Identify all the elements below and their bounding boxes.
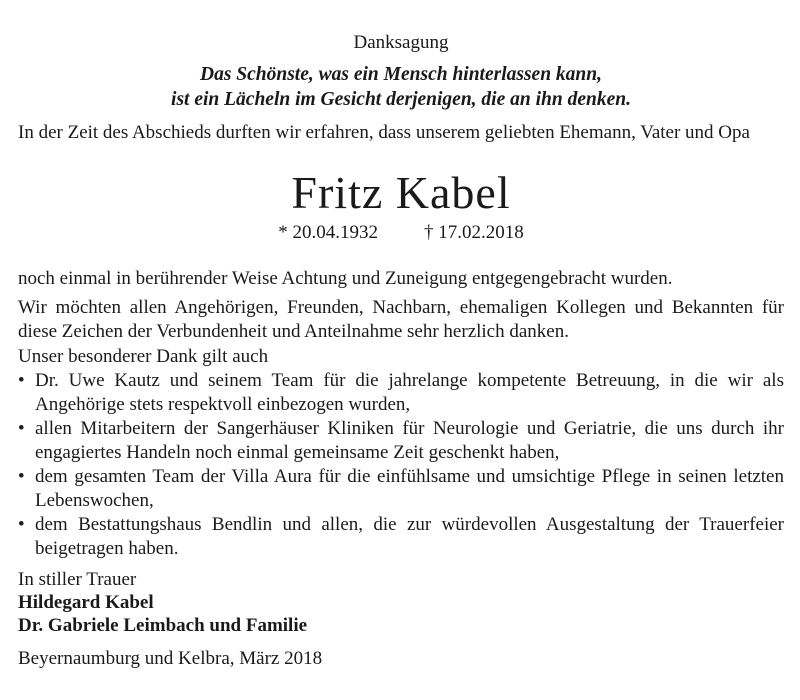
bullet-icon: • <box>18 514 25 535</box>
mourner-name: Dr. Gabriele Leimbach und Familie <box>18 615 308 636</box>
list-item <box>18 369 784 417</box>
closing-phrase: In stiller Trauer <box>18 569 137 590</box>
paragraph-2: Wir möchten allen Angehörigen, Freunden, Nachbarn, ehemaligen Kollegen und Bekannten für diese Zeichen der Verbundenheit und Anteilnahme sehr herzlich danken. <box>18 297 784 342</box>
bullet-icon: • <box>18 418 25 439</box>
death-date: † 17.02.2018 <box>424 222 524 243</box>
life-dates <box>18 222 784 244</box>
quote-line-2: ist ein Lächeln im Gesicht derjenigen, die an ihn denken. <box>171 89 631 110</box>
intro-text: In der Zeit des Abschieds durften wir erfahren, dass unserem geliebten Ehemann, Vater und Opa <box>18 122 750 143</box>
list-item-text: dem gesamten Team der Villa Aura für die einfühlsame und umsichtige Pflege in seinen letzten Lebenswochen, <box>35 466 784 511</box>
heading: Danksagung <box>353 32 449 53</box>
list-item-text: dem Bestattungshaus Bendlin und allen, die zur würdevollen Ausgestaltung der Trauerfeier beigetragen haben. <box>35 514 784 559</box>
quote-line-1: Das Schönste, was ein Mensch hinterlassen kann, <box>199 64 603 85</box>
birth-date: * 20.04.1932 <box>278 222 378 243</box>
obituary-notice <box>18 0 784 700</box>
list-item <box>18 513 784 561</box>
paragraph-3: Unser besonderer Dank gilt auch <box>18 346 269 367</box>
closing-block <box>18 568 784 637</box>
thanks-list <box>18 369 784 561</box>
bullet-icon: • <box>18 466 25 487</box>
list-item-text: Dr. Uwe Kautz und seinem Team für die jahrelange kompetente Betreuung, in die wir als Angehörige stets respektvoll einbezogen wurden, <box>35 370 784 415</box>
mourner-name: Hildegard Kabel <box>18 592 154 613</box>
bullet-icon: • <box>18 370 25 391</box>
deceased-name: Fritz Kabel <box>291 167 511 218</box>
list-item <box>18 417 784 465</box>
place-date: Beyernaumburg und Kelbra, März 2018 <box>18 648 323 669</box>
list-item <box>18 465 784 513</box>
quote <box>18 62 784 112</box>
list-item-text: allen Mitarbeitern der Sangerhäuser Kliniken für Neurologie und Geriatrie, die uns durch ihr engagiertes Handeln noch einmal gemeinsame Zeit geschenkt haben, <box>35 418 784 463</box>
paragraph-1: noch einmal in berührender Weise Achtung und Zuneigung entgegengebracht wurden. <box>18 268 673 289</box>
